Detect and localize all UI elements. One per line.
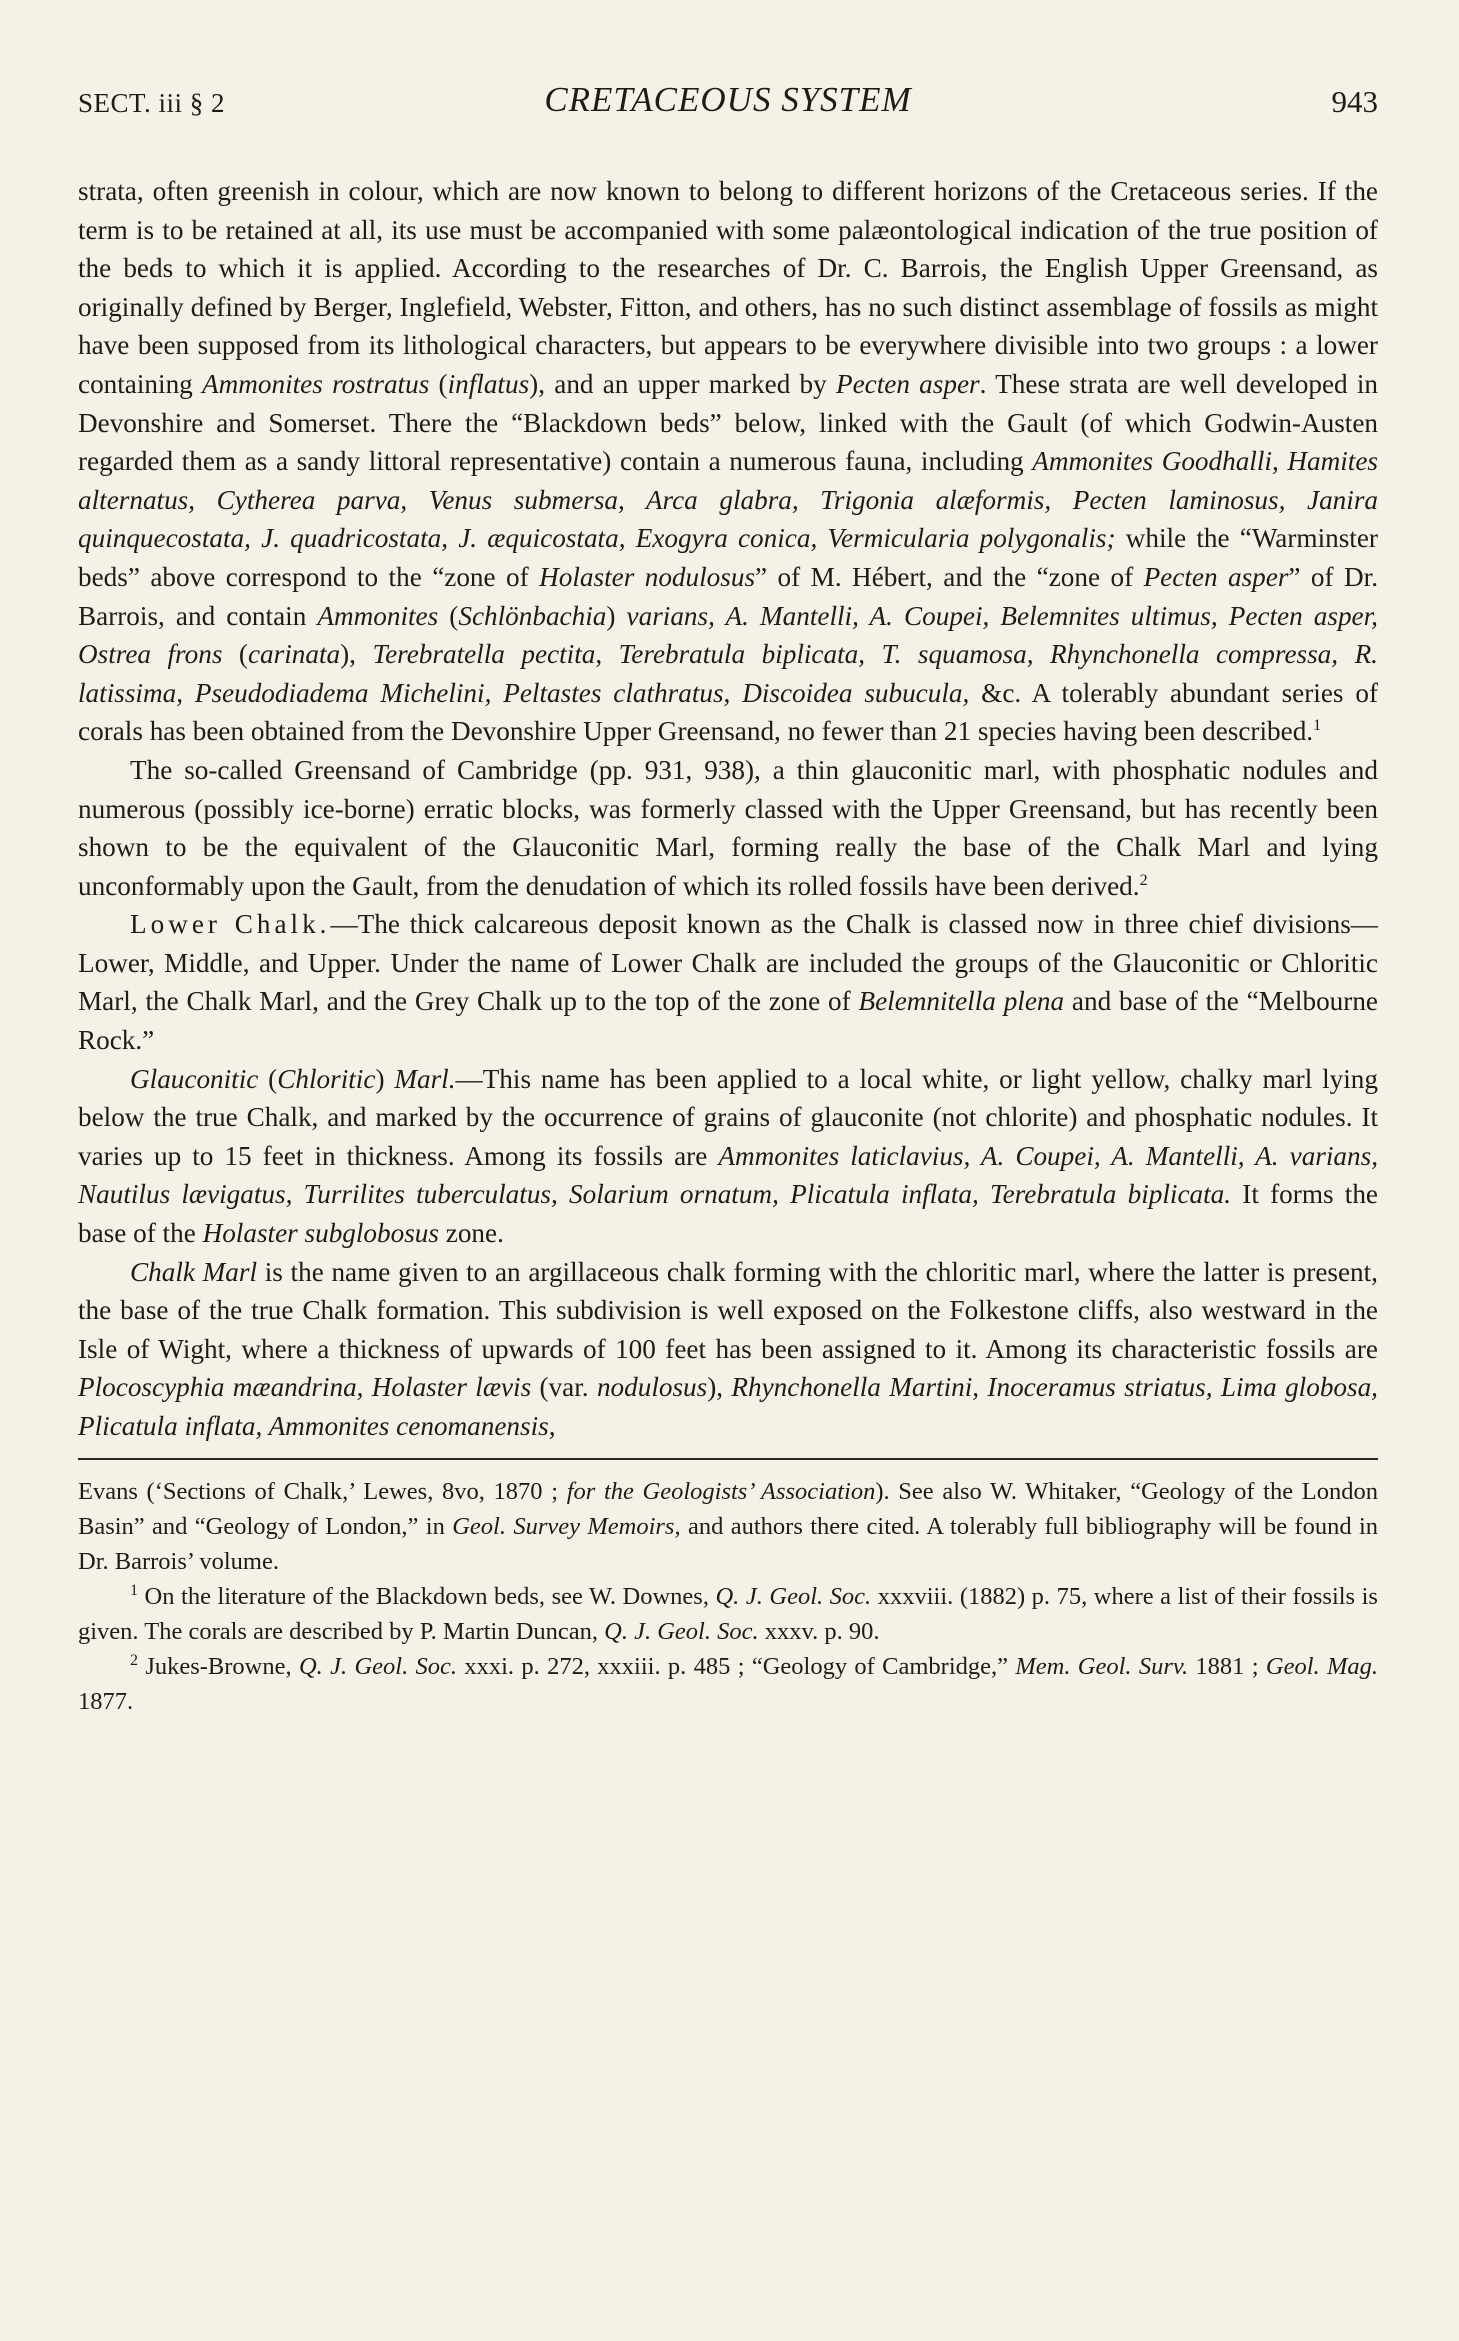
book-page — [78, 80, 1378, 1719]
page-number: 943 — [1331, 84, 1378, 119]
paragraph-upper-greensand: strata, often greenish in colour, which are now known to belong to different horizons of the Cretaceous series. If the term is to be retained at all, its use must be accompanied with some palæontological indication of the true position of the beds to which it is applied. According to the researches of Dr. C. Barrois, the English Upper Greensand, as originally defined by Berger, Inglefield, Webster, Fitton, and others, has no such distinct assemblage of fossils as might have been supposed from its lithological characters, but appears to be everywhere divisible into two groups : a lower containing Ammonites rostratus (inflatus), and an upper marked by Pecten asper. These strata are well developed in Devonshire and Somerset. There the “Blackdown beds” below, linked with the Gault (of which Godwin-Austen regarded them as a sandy littoral representative) contain a numerous fauna, including Ammonites Goodhalli, Hamites alternatus, Cytherea parva, Venus submersa, Arca glabra, Trigonia alæformis, Pecten laminosus, Janira quinquecostata, J. quadricostata, J. æquicostata, Exogyra conica, Vermicularia polygonalis; while the “Warminster beds” above correspond to the “zone of Holaster nodulosus” of M. Hébert, and the “zone of Pecten asper” of Dr. Barrois, and contain Ammonites (Schlönbachia) varians, A. Mantelli, A. Coupei, Belemnites ultimus, Pecten asper, Ostrea frons (carinata), Terebratella pectita, Terebratula biplicata, T. squamosa, Rhynchonella compressa, R. latissima, Pseudodiadema Michelini, Peltastes clathratus, Discoidea subucula, &c. A tolerably abundant series of corals has been obtained from the Devonshire Upper Greensand, no fewer than 21 species having been described.$^1$ — [78, 176, 1379, 747]
paragraph-chalk-marl: Chalk Marl is the name given to an argillaceous chalk forming with the chloritic marl, where the latter is present, the base of the true Chalk formation. This subdivision is well exposed on the Folkestone cliffs, also westward in the Isle of Wight, where a thickness of upwards of 100 feet has been assigned to it. Among its characteristic fossils are Plocoscyphia mæandrina, Holaster lævis (var. nodulosus), Rhynchonella Martini, Inoceramus striatus, Lima globosa, Plicatula inflata, Ammonites cenomanensis, — [78, 1256, 1378, 1441]
footnote-2: $^2$ Jukes-Browne, Q. J. Geol. Soc. xxxi. p. 272, xxxiii. p. 485 ; “Geology of Cambridge,” Mem. Geol. Surv. 1881 ; Geol. Mag. 1877. — [78, 1651, 1378, 1715]
paragraph-glauconitic-marl: Glauconitic (Chloritic) Marl.—This name has been applied to a local white, or light yellow, chalky marl lying below the true Chalk, and marked by the occurrence of grains of glauconite (not chlorite) and phosphatic nodules. It varies up to 15 feet in thickness. Among its fossils are Ammonites laticlavius, A. Coupei, A. Mantelli, A. varians, Nautilus lævigatus, Turrilites tuberculatus, Solarium ornatum, Plicatula inflata, Terebratula biplicata. It forms the base of the Holaster subglobosus zone. — [78, 1063, 1378, 1249]
footnote-mark-2: 2 — [130, 1651, 138, 1669]
main-text — [78, 172, 1378, 1446]
footnote-ref-2[interactable]: 2 — [1139, 871, 1148, 889]
footnote-ref-1[interactable]: 1 — [1313, 717, 1322, 735]
paragraph-cambridge-greensand: The so-called Greensand of Cambridge (pp. 931, 938), a thin glauconitic marl, with phosphatic nodules and numerous (possibly ice-borne) erratic blocks, was formerly classed with the Upper Greensand, but has recently been shown to be the equivalent of the Glauconitic Marl, forming really the base of the Chalk Marl and lying unconformably upon the Gault, from the denudation of which its rolled fossils have been derived.$^2$ — [78, 754, 1378, 901]
paragraph-lower-chalk: Lower Chalk.—The thick calcareous deposit known as the Chalk is classed now in three chief divisions—Lower, Middle, and Upper. Under the name of Lower Chalk are included the groups of the Glauconitic or Chloritic Marl, the Chalk Marl, and the Grey Chalk up to the top of the zone of Belemnitella plena and base of the “Melbourne Rock.” — [78, 909, 1378, 1056]
footnote-mark-1: 1 — [130, 1581, 138, 1599]
footnote-1: $^1$ On the literature of the Blackdown beds, see W. Downes, Q. J. Geol. Soc. xxxviii. (1882) p. 75, where a list of their fossils is given. The corals are described by P. Martin Duncan, Q. J. Geol. Soc. xxxv. p. 90. — [78, 1581, 1378, 1645]
footnote-continuation: Evans (‘Sections of Chalk,’ Lewes, 8vo, 1870 ; for the Geologists’ Association). See also W. Whitaker, “Geology of the London Basin” and “Geology of London,” in Geol. Survey Memoirs, and authors there cited. A tolerably full bibliography will be found in Dr. Barrois’ volume. — [78, 1477, 1379, 1575]
section-label: SECT. iii § 2 — [78, 88, 226, 118]
footnote-divider — [78, 1458, 1378, 1460]
running-header — [78, 80, 1378, 130]
footnotes — [78, 1474, 1378, 1719]
running-title: CRETACEOUS SYSTEM — [544, 80, 912, 119]
section-heading-lower-chalk: Lower Chalk. — [130, 909, 331, 940]
